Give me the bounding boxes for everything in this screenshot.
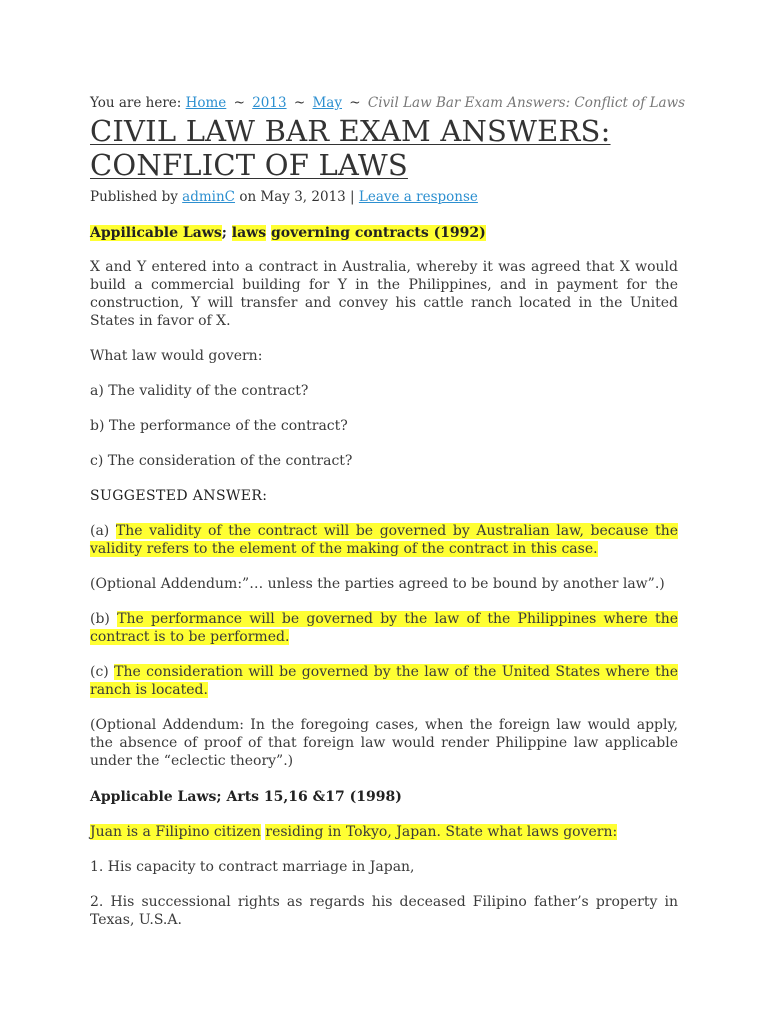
- answer-label: (b): [90, 611, 118, 627]
- breadcrumb-month-link[interactable]: May: [312, 95, 342, 111]
- author-link[interactable]: adminC: [182, 189, 236, 205]
- facts-highlight: Juan is a Filipino citizen: [90, 824, 261, 840]
- facts-paragraph: X and Y entered into a contract in Australia, whereby it was agreed that X would build a commercial building for Y in the Philippines, and in payment for the construction, Y will transfer and convey his cattle ranch located in the United States in favor of X.: [90, 259, 678, 329]
- answer-text: The validity of the contract will be governed by Australian law, because the validity refers to the element of the making of the contract in this case.: [90, 523, 678, 557]
- suggested-answer-heading: SUGGESTED ANSWER:: [90, 488, 268, 504]
- breadcrumb-current: Civil Law Bar Exam Answers: Conflict of Laws: [367, 95, 686, 111]
- facts-highlight: residing in Tokyo, Japan. State what laws govern:: [265, 824, 618, 840]
- page-title-line2: CONFLICT OF LAWS: [90, 148, 408, 182]
- breadcrumb-year-link[interactable]: 2013: [252, 95, 287, 111]
- breadcrumb-prefix: You are here:: [90, 95, 182, 111]
- breadcrumb-separator: ~: [293, 95, 306, 111]
- answer-c: [90, 663, 678, 699]
- answer-text: The consideration will be governed by the law of the United States where the ranch is located.: [90, 664, 678, 698]
- breadcrumb-home-link[interactable]: Home: [185, 95, 227, 111]
- question-item-b: b) The performance of the contract?: [90, 418, 348, 434]
- page-title-line1: CIVIL LAW BAR EXAM ANSWERS:: [90, 114, 611, 148]
- question-item-a: a) The validity of the contract?: [90, 383, 309, 399]
- breadcrumb-separator: ~: [233, 95, 245, 111]
- facts-paragraph: [90, 823, 678, 841]
- addendum-paragraph: (Optional Addendum: In the foregoing cases, when the foreign law would apply, the absence of proof of that foreign law would render Philippine law applicable under the “eclectic theory”.): [90, 717, 678, 769]
- article: [90, 94, 686, 929]
- answer-b: [90, 610, 678, 646]
- list-item: 2. His successional rights as regards his deceased Filipino father’s property in Texas, U.S.A.: [90, 894, 678, 928]
- post-date: on May 3, 2013 |: [239, 189, 355, 205]
- addendum-paragraph: (Optional Addendum:”… unless the parties agreed to be bound by another law”.): [90, 576, 665, 592]
- published-by-label: Published by: [90, 189, 178, 205]
- heading-part: laws: [231, 225, 267, 241]
- breadcrumb: [90, 94, 686, 112]
- post-meta: [90, 188, 678, 206]
- section-heading: Applicable Laws; Arts 15,16 &17 (1998): [90, 789, 402, 805]
- heading-part: Appilicable Laws: [90, 225, 222, 241]
- breadcrumb-separator: ~: [349, 95, 361, 111]
- list-item: 1. His capacity to contract marriage in Japan,: [90, 859, 415, 875]
- leave-response-link[interactable]: Leave a response: [358, 189, 478, 205]
- answer-label: (a): [90, 523, 116, 539]
- question-item-c: c) The consideration of the contract?: [90, 453, 353, 469]
- answer-text: The performance will be governed by the law of the Philippines where the contract is to be performed.: [90, 611, 678, 645]
- heading-part: ;: [221, 225, 232, 241]
- section-heading: [90, 224, 678, 242]
- question-paragraph: What law would govern:: [90, 348, 263, 364]
- heading-part: governing contracts (1992): [270, 225, 486, 241]
- answer-a: [90, 522, 678, 558]
- page-title: [90, 114, 678, 182]
- answer-label: (c): [90, 664, 115, 680]
